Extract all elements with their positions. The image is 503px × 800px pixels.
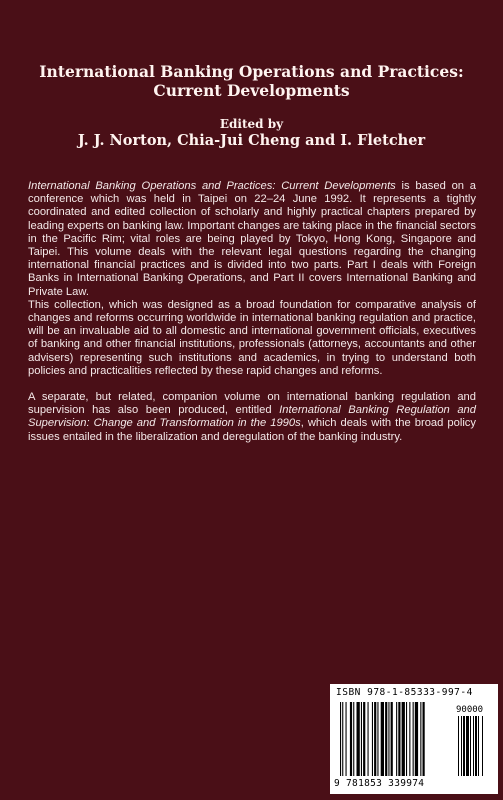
- book-title-italic: International Banking Operations and Practices: Current Developments: [28, 180, 396, 192]
- price-code: 90000: [456, 705, 484, 715]
- authors: J. J. Norton, Chia-Jui Cheng and I. Fletcher: [77, 132, 426, 149]
- barcode-bar: [423, 702, 425, 776]
- barcode-bar: [478, 716, 479, 776]
- barcode-bar: [402, 702, 405, 776]
- paragraph-1: [28, 180, 476, 299]
- paragraph-3: [28, 391, 476, 444]
- barcode-bar: [353, 702, 354, 776]
- barcode-bar: [350, 702, 352, 776]
- barcode-bar: [340, 702, 341, 776]
- barcode-bar: [357, 702, 360, 776]
- book-title: [20, 62, 483, 100]
- barcode-bar: [461, 716, 462, 776]
- barcode-bar: [415, 702, 418, 776]
- barcode-bar: [346, 702, 347, 776]
- barcode-bar: [377, 702, 378, 776]
- ean-number: 9 781853 339974: [334, 778, 425, 789]
- barcode-bar: [396, 702, 397, 776]
- barcode-icon: [338, 702, 490, 778]
- barcode-bar: [420, 702, 421, 776]
- title-line-2: Current Developments: [153, 81, 350, 100]
- barcode-bar: [361, 702, 362, 776]
- barcode-bar: [470, 716, 471, 776]
- isbn-label: ISBN 978-1-85333-997-4: [336, 687, 473, 698]
- barcode-bar: [482, 716, 483, 776]
- barcode-bar: [406, 702, 407, 776]
- barcode-bar: [463, 716, 465, 776]
- barcode-bar: [398, 702, 400, 776]
- barcode-bar: [473, 716, 474, 776]
- barcode-bar: [342, 702, 343, 776]
- barcode-bar: [385, 702, 387, 776]
- barcode-bar: [413, 702, 414, 776]
- barcode-bar: [363, 702, 365, 776]
- barcode-bar: [466, 716, 469, 776]
- edited-by-label: Edited by: [219, 117, 284, 131]
- title-line-1: International Banking Operations and Practices:: [39, 62, 464, 81]
- barcode-panel: [330, 684, 498, 794]
- barcode-bar: [374, 702, 376, 776]
- barcode-bar: [381, 702, 384, 776]
- barcode-bar: [372, 702, 373, 776]
- barcode-bar: [409, 702, 410, 776]
- barcode-bar: [368, 702, 369, 776]
- barcode-bar: [391, 702, 393, 776]
- paragraph-1-text: is based on a conference which was held in Taipei on 22–24 June 1992. It represents a tightly coordinated and edited collection of scholarly and highly practical chapters prepared by leading experts on banking law. Important changes are taking place in the financial sectors in the Pacific Rim; vital roles are being played by Tokyo, Hong Kong, Singapore and Taipei. This volume deals with the relevant legal questions regarding the changing international financial practices and is divided into two parts. Part I deals with Foreign Banks in International Banking Operations, and Part II covers International Banking and Private Law.: [28, 180, 476, 298]
- paragraph-3-end: , which deals with the broad policy issues entailed in the liberalization and deregulation of the banking industry.: [28, 417, 476, 443]
- description: [28, 180, 476, 444]
- barcode-bar: [388, 702, 389, 776]
- barcode-bar: [458, 716, 459, 776]
- companion-title-italic: International Banking Regulation and Supervision: Change and Transformation in the 1990s: [28, 404, 476, 430]
- paragraph-3-start: A separate, but related, companion volume on international banking regulation and supervision has also been produced, entitled: [28, 391, 476, 417]
- paragraph-2: This collection, which was designed as a broad foundation for comparative analysis of changes and reforms occurring worldwide in international banking regulation and practice, will be an invaluable aid to all domestic and international government officials, executives of banking and other financial institutions, professionals (attorneys, accountants and other advisers) representing such institutions and academics, in trying to understand both policies and practicalities reflected by these rapid changes and reforms.: [28, 298, 476, 377]
- barcode-bar: [475, 716, 477, 776]
